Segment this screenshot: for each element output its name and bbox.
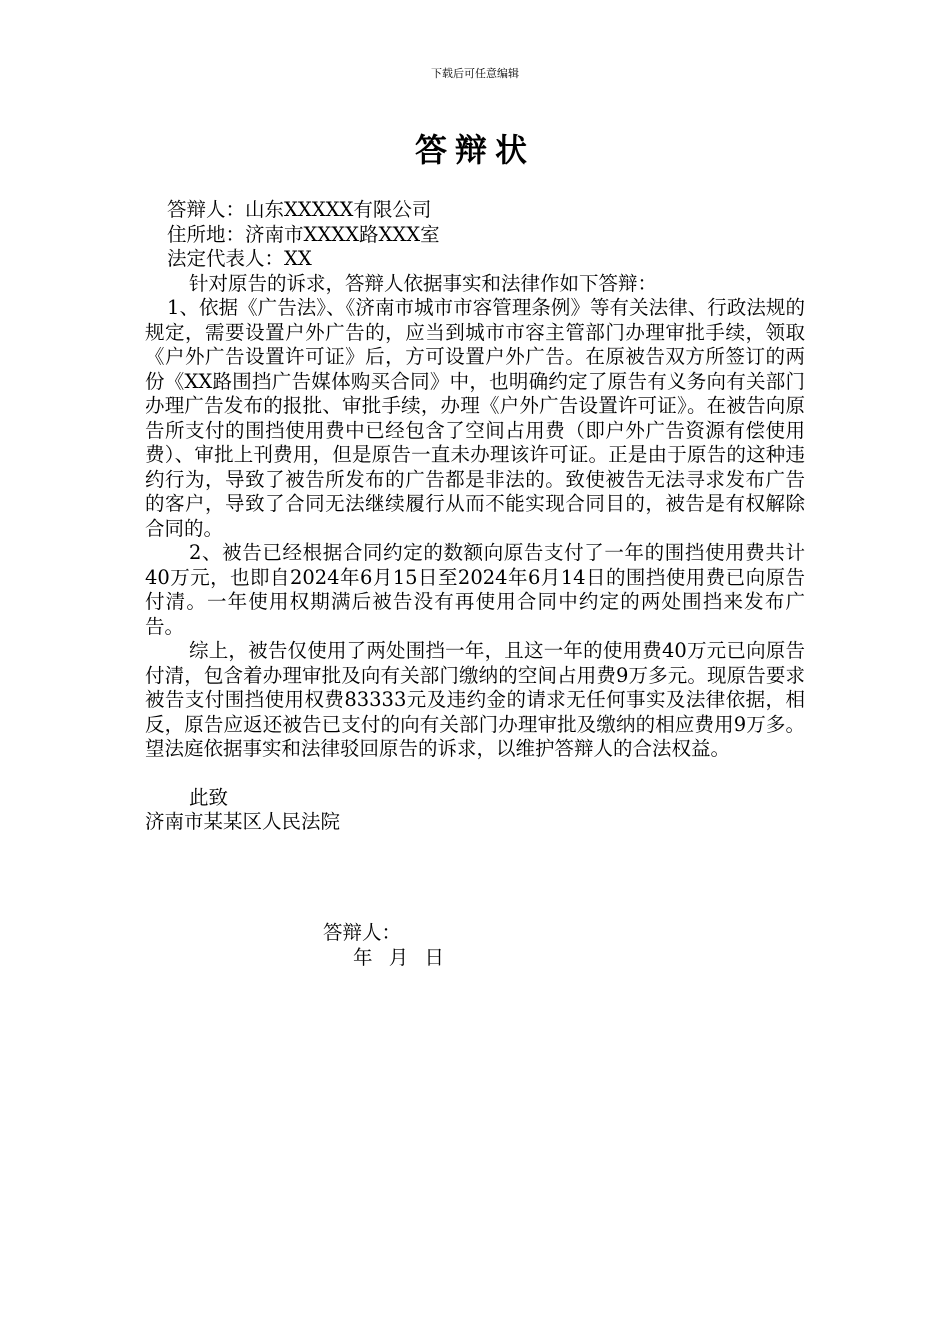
header-note: 下载后可任意编辑 [431,67,519,80]
spacer [145,762,805,786]
respondent-line: 答辩人：山东XXXXX有限公司 [167,198,432,221]
closing-salutation: 此致 [189,785,229,809]
representative-line: 法定代表人：XX [167,247,312,270]
argument-paragraph-1: 1、依据《广告法》、《济南市城市市容管理条例》等有关法律、行政法规的规定，需要设置户外广告的，应当到城市市容主管部门办理审批手续，领取《户外广告设置许可证》后，方可设置户外广告。在原被告双方所签订的两份《XX路围挡广告媒体购买合同》中，也明确约定了原告有义务向有关部门办理广告发布的报批、审批手续，办理《户外广告设置许可证》。在被告向原告所支付的围挡使用费中已经包含了空间占用费（即户外广告资源有偿使用费）、审批上刊费用，但是原告一直未办理该许可证。正是由于原告的这种违约行为，导致了被告所发布的广告都是非法的。致使被告无法寻求发布广告的客户，导致了合同无法继续履行从而不能实现合同目的，被告是有权解除合同的。 [145,296,805,540]
address-line: 住所地：济南市XXXX路XXX室 [167,222,440,246]
signature-block [323,921,453,970]
conclusion-paragraph: 综上，被告仅使用了两处围挡一年，且这一年的使用费40万元已向原告付清，包含着办理审批及向有关部门缴纳的空间占用费9万多元。现原告要求被告支付围挡使用权费83333元及违约金的请求无任何事实及法律依据，相反，原告应返还被告已支付的向有关部门办理审批及缴纳的相应费用9万多。望法庭依据事实和法律驳回原告的诉求，以维护答辩人的合法权益。 [145,639,805,760]
court-name: 济南市某某区人民法院 [145,810,341,833]
date-month: 月 [388,945,410,969]
document-title: 答辩状 [414,131,535,169]
argument-paragraph-2: 2、被告已经根据合同约定的数额向原告支付了一年的围挡使用费共计40万元，也即自2024年6月15日至2024年6月14日的围挡使用费已向原告付清。一年使用权期满后被告没有再使用合同中约定的两处围挡来发布广告。 [145,541,805,638]
date-day: 日 [424,945,445,969]
signature-date [323,946,453,971]
intro-paragraph: 针对原告的诉求，答辩人依据事实和法律作如下答辩： [189,271,658,295]
signature-label: 答辩人： [323,921,402,944]
document-body [145,198,805,835]
date-year: 年 [353,945,374,969]
